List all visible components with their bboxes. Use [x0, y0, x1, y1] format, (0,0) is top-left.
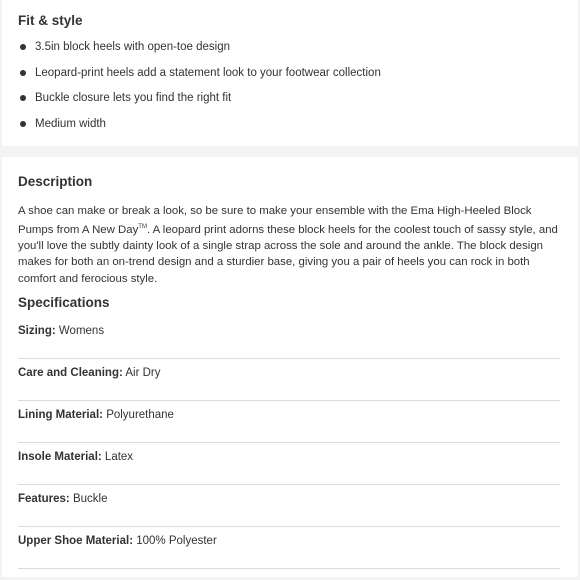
- list-item: [18, 36, 381, 62]
- spec-label: Lining Material:: [18, 409, 103, 421]
- spec-label: Care and Cleaning:: [18, 367, 123, 379]
- fit-and-style-section: [2, 0, 578, 146]
- spec-label: Sizing:: [18, 325, 56, 337]
- spec-label: Insole Material:: [18, 451, 102, 463]
- trademark-symbol: TM: [138, 224, 147, 231]
- list-item: [18, 87, 381, 113]
- specifications-heading: Specifications: [18, 295, 110, 310]
- spec-row-sizing: [18, 317, 560, 359]
- description-text: [18, 203, 564, 287]
- description-text-part2: . A leopard print adorns these block heels for the coolest touch of sassy style, and you'll love the subtly dainty look of a single strap across the sole and around the ankle. The block design makes for both an on-trend design and a sturdier base, giving you a pair of heels you can rock in both comfort and ferocious style.: [18, 224, 558, 285]
- bullet-text: 3.5in block heels with open-toe design: [35, 41, 230, 53]
- specifications-list: [18, 317, 560, 569]
- list-item: [18, 62, 381, 88]
- description-heading: Description: [18, 174, 93, 189]
- spec-value: Polyurethane: [106, 409, 174, 421]
- bullet-icon: [20, 44, 26, 50]
- spec-value: Latex: [104, 451, 134, 463]
- description-text-part1: A shoe can make or break a look, so be sure to make your ensemble with the Ema High-Heeled Block Pumps from A New Day: [18, 205, 532, 236]
- spec-value: 100% Polyester: [136, 535, 217, 547]
- spec-label: Upper Shoe Material:: [18, 535, 134, 547]
- bullet-icon: [20, 70, 26, 76]
- spec-row-upper-shoe-material: [18, 527, 560, 569]
- spec-value: Buckle: [72, 493, 108, 505]
- description-section: [2, 157, 578, 577]
- spec-row-care-and-cleaning: [18, 359, 560, 401]
- bullet-text: Medium width: [35, 117, 106, 130]
- bullet-text: Buckle closure lets you find the right fit: [35, 92, 232, 104]
- fit-and-style-heading: Fit & style: [18, 13, 83, 28]
- spec-row-insole-material: [18, 443, 560, 485]
- spec-label: Features:: [18, 493, 70, 505]
- fit-and-style-list: [18, 36, 381, 138]
- list-item: [18, 113, 381, 139]
- spec-value: Air Dry: [125, 367, 161, 379]
- bullet-icon: [20, 95, 26, 101]
- bullet-text: Leopard-print heels add a statement look to your footwear collection: [35, 66, 381, 79]
- spec-value: Womens: [58, 325, 105, 337]
- bullet-icon: [20, 121, 26, 127]
- spec-row-lining-material: [18, 401, 560, 443]
- spec-row-features: [18, 485, 560, 527]
